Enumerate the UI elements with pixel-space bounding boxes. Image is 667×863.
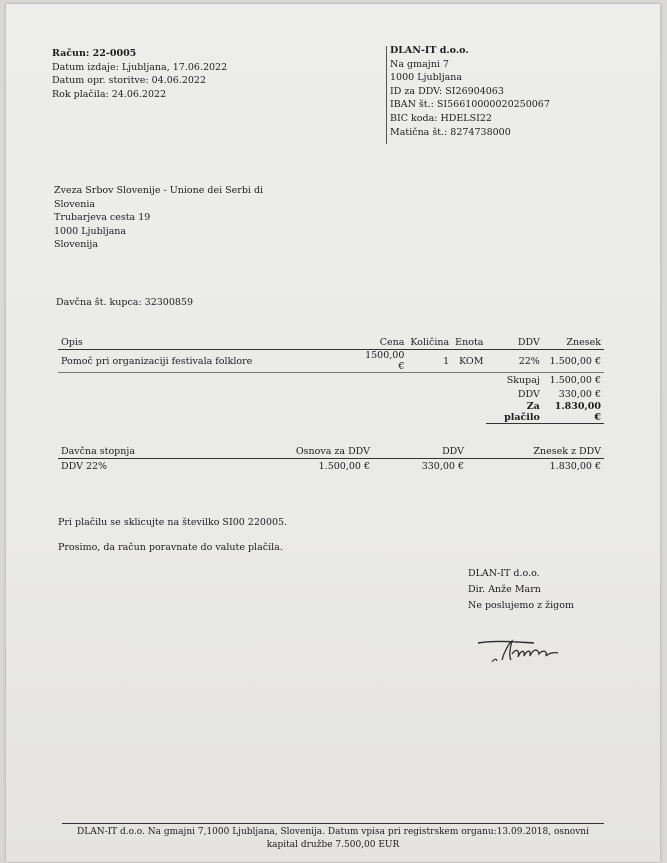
buyer-address <box>54 184 284 252</box>
signature-director: Dir. Anže Marn <box>468 584 541 595</box>
subtotal-row <box>58 373 604 388</box>
col-description: Opis <box>58 335 354 350</box>
seller-info <box>390 44 550 139</box>
grand-total-value: 1.830,00 € <box>543 401 604 424</box>
buyer-country: Slovenija <box>54 239 99 251</box>
signature-company: DLAN-IT d.o.o. <box>468 568 540 579</box>
tax-base: 1.500,00 € <box>318 460 370 472</box>
col-quantity: Količina <box>407 335 452 350</box>
col-unit: Enota <box>452 335 486 350</box>
items-header-row <box>58 335 604 350</box>
item-unit: KOM <box>452 350 486 373</box>
item-quantity: 1 <box>407 350 452 373</box>
invoice-number: Račun: 22-0005 <box>52 48 137 59</box>
tax-rate: DDV 22% <box>61 460 108 472</box>
seller-street: Na gmajni 7 <box>390 58 449 70</box>
seller-iban: IBAN št.: SI56610000020250067 <box>390 99 550 111</box>
invoice-page <box>6 4 660 862</box>
vat-total-value: 330,00 € <box>558 388 601 400</box>
buyer-street: Trubarjeva cesta 19 <box>54 212 151 224</box>
table-row <box>58 459 604 474</box>
grand-total-label: Za plačilo <box>486 401 542 424</box>
item-vat: 22% <box>486 350 542 373</box>
table-row <box>58 350 604 373</box>
service-date: Datum opr. storitve: 04.06.2022 <box>52 75 206 87</box>
seller-name: DLAN-IT d.o.o. <box>390 45 469 56</box>
tax-header-row <box>58 444 604 459</box>
buyer-name: Zveza Srbov Slovenije - Unione dei Serbi di Slovenia <box>54 185 264 210</box>
footer-company-info: DLAN-IT d.o.o. Na gmajni 7,1000 Ljubljana, Slovenija. Datum vpisa pri registrskem organu:13.09.2018, osnovni kapital družbe 7.500,00 EUR <box>77 827 589 850</box>
col-tax-base: Osnova za DDV <box>239 444 373 459</box>
seller-city: 1000 Ljubljana <box>390 72 463 84</box>
item-description: Pomoč pri organizaciji festivala folklore <box>58 350 354 373</box>
tax-total: 1.830,00 € <box>549 460 601 472</box>
footer-divider <box>62 823 604 824</box>
col-price: Cena <box>354 335 407 350</box>
col-vat: DDV <box>486 335 542 350</box>
seller-reg-no: Matična št.: 8274738000 <box>390 126 511 138</box>
seller-bic: BIC koda: HDELSI22 <box>390 112 492 124</box>
seller-divider <box>386 46 387 144</box>
signature-block <box>468 566 574 614</box>
vat-total-label: DDV <box>517 388 540 400</box>
buyer-city: 1000 Ljubljana <box>54 225 127 237</box>
item-amount: 1.500,00 € <box>543 350 604 373</box>
subtotal-label: Skupaj <box>506 374 540 386</box>
col-amount: Znesek <box>543 335 604 350</box>
col-tax-rate: Davčna stopnja <box>58 444 239 459</box>
signature-stamp-note: Ne poslujemo z žigom <box>468 600 574 611</box>
invoice-header <box>52 47 227 101</box>
item-price: 1500,00 € <box>354 350 407 373</box>
subtotal-value: 1.500,00 € <box>549 374 601 386</box>
tax-summary-table <box>58 444 604 473</box>
due-date: Rok plačila: 24.06.2022 <box>52 88 167 100</box>
grand-total-row <box>58 401 604 424</box>
items-table <box>58 335 604 424</box>
col-tax-total: Znesek z DDV <box>467 444 604 459</box>
tax-vat: 330,00 € <box>421 460 464 472</box>
col-tax-vat: DDV <box>373 444 467 459</box>
payment-request-note: Prosimo, da račun poravnate do valute plačila. <box>58 542 283 553</box>
handwritten-signature <box>476 636 568 668</box>
buyer-tax-number: Davčna št. kupca: 32300859 <box>56 297 194 308</box>
issue-date: Datum izdaje: Ljubljana, 17.06.2022 <box>52 61 228 73</box>
payment-reference-note: Pri plačilu se sklicujte na številko SI00 220005. <box>58 517 288 528</box>
seller-vat-id: ID za DDV: SI26904063 <box>390 85 504 97</box>
vat-total-row <box>58 387 604 401</box>
